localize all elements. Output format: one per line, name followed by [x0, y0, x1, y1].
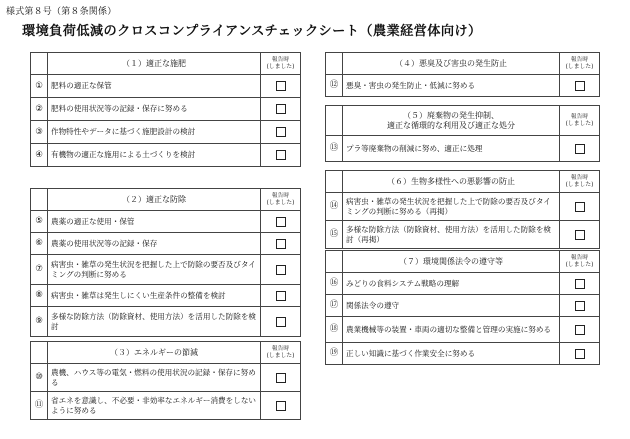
report-column-header	[560, 171, 600, 193]
check-row	[31, 75, 301, 98]
page-title: 環境負荷低減のクロスコンプライアンスチェックシート（農業経営体向け）	[22, 24, 482, 39]
report-column-header	[560, 53, 600, 75]
form-number: 様式第８号（第８条関係）	[6, 7, 117, 17]
report-checkbox[interactable]	[276, 239, 286, 249]
item-number: ⑨	[31, 307, 48, 337]
item-number: ①	[31, 75, 48, 98]
item-number: ④	[31, 144, 48, 167]
item-text: 肥料の使用状況等の記録・保存に努める	[48, 98, 261, 121]
item-text: 肥料の適正な保管	[48, 75, 261, 98]
report-label: 報告時	[271, 192, 290, 199]
report-column-header	[261, 189, 301, 211]
section-header	[326, 53, 600, 75]
section-title: （６）生物多様性への悪影響の防止	[343, 171, 560, 193]
check-row	[31, 255, 301, 285]
report-column-header	[261, 342, 301, 364]
item-text: 正しい知識に基づく作業安全に努める	[343, 343, 560, 365]
section-header	[31, 53, 301, 75]
item-text: 農業機械等の装置・車両の適切な整備と管理の実施に努める	[343, 317, 560, 343]
section-biodiversity	[325, 170, 600, 249]
item-text: 病害虫・雑草は発生しにくい生産条件の整備を検討	[48, 285, 261, 307]
report-checkbox[interactable]	[575, 202, 585, 212]
check-row	[31, 233, 301, 255]
item-number: ⑱	[326, 317, 343, 343]
section-title	[343, 106, 560, 136]
report-checkbox[interactable]	[276, 265, 286, 275]
report-checkbox[interactable]	[276, 401, 286, 411]
item-text: プラ等廃棄物の削減に努め、適正に処理	[343, 136, 560, 162]
check-row	[326, 317, 600, 343]
report-label: 報告時	[271, 56, 290, 63]
report-label: 報告時	[570, 254, 589, 261]
check-row	[31, 392, 301, 420]
section-title: （１）適正な施肥	[48, 53, 261, 75]
item-number: ⑤	[31, 211, 48, 233]
check-row	[31, 364, 301, 392]
item-text: 関係法令の遵守	[343, 295, 560, 317]
report-checkbox[interactable]	[575, 230, 585, 240]
report-sublabel: (しました)	[565, 63, 594, 70]
report-sublabel: (しました)	[565, 261, 594, 268]
check-row	[326, 343, 600, 365]
report-label: 報告時	[271, 345, 290, 352]
check-row	[31, 285, 301, 307]
item-text: 多様な防除方法（防除資材、使用方法）を活用した防除を検討（再掲）	[343, 221, 560, 249]
report-checkbox[interactable]	[575, 349, 585, 359]
check-row	[326, 136, 600, 162]
item-number: ⑩	[31, 364, 48, 392]
report-sublabel: (しました)	[266, 199, 295, 206]
check-row	[31, 211, 301, 233]
report-column-header	[560, 251, 600, 273]
number-column-header	[31, 53, 48, 75]
section-pest-control	[30, 188, 301, 337]
report-checkbox[interactable]	[276, 317, 286, 327]
number-column-header	[326, 106, 343, 136]
check-row	[326, 221, 600, 249]
section-header	[31, 342, 301, 364]
section-title-line: 適正な循環的な利用及び適正な処分	[387, 120, 515, 130]
item-text: 農薬の使用状況等の記録・保存	[48, 233, 261, 255]
number-column-header	[326, 251, 343, 273]
report-label: 報告時	[570, 56, 589, 63]
item-number: ⑧	[31, 285, 48, 307]
item-text: 有機物の適正な施用による土づくりを検討	[48, 144, 261, 167]
item-number: ⑯	[326, 273, 343, 295]
section-header	[326, 106, 600, 136]
section-title: （７）環境関係法令の遵守等	[343, 251, 560, 273]
number-column-header	[31, 189, 48, 211]
item-text: 省エネを意識し、不必要・非効率なエネルギー消費をしないように努める	[48, 392, 261, 420]
report-checkbox[interactable]	[276, 81, 286, 91]
section-environmental-law	[325, 250, 600, 365]
report-checkbox[interactable]	[575, 81, 585, 91]
check-row	[31, 98, 301, 121]
item-number: ③	[31, 121, 48, 144]
section-title: （３）エネルギーの節減	[48, 342, 261, 364]
check-row	[326, 273, 600, 295]
check-row	[31, 307, 301, 337]
item-text: 病害虫・雑草の発生状況を把握した上で防除の要否及びタイミングの判断に努める（再掲）	[343, 193, 560, 221]
report-checkbox[interactable]	[575, 144, 585, 154]
section-header	[326, 171, 600, 193]
check-row	[326, 193, 600, 221]
section-fertilization	[30, 52, 301, 167]
item-text: みどりの食料システム戦略の理解	[343, 273, 560, 295]
section-title-line: （５）廃棄物の発生抑制、	[403, 110, 499, 120]
section-title: （２）適正な防除	[48, 189, 261, 211]
item-number: ⑥	[31, 233, 48, 255]
item-number: ⑲	[326, 343, 343, 365]
section-header	[326, 251, 600, 273]
report-label: 報告時	[570, 113, 589, 120]
report-sublabel: (しました)	[266, 63, 295, 70]
report-checkbox[interactable]	[276, 104, 286, 114]
item-text: 作物特性やデータに基づく施肥設計の検討	[48, 121, 261, 144]
report-sublabel: (しました)	[565, 181, 594, 188]
item-number: ⑮	[326, 221, 343, 249]
section-header	[31, 189, 301, 211]
check-row	[31, 144, 301, 167]
item-number: ⑭	[326, 193, 343, 221]
report-checkbox[interactable]	[276, 150, 286, 160]
item-number: ⑬	[326, 136, 343, 162]
number-column-header	[326, 171, 343, 193]
item-number: ⑪	[31, 392, 48, 420]
report-checkbox[interactable]	[276, 127, 286, 137]
report-checkbox[interactable]	[276, 291, 286, 301]
section-odor-pest-prevention	[325, 52, 600, 97]
number-column-header	[326, 53, 343, 75]
report-checkbox[interactable]	[575, 325, 585, 335]
check-row	[326, 75, 600, 97]
report-sublabel: (しました)	[565, 120, 594, 127]
number-column-header	[31, 342, 48, 364]
report-checkbox[interactable]	[575, 279, 585, 289]
item-number: ②	[31, 98, 48, 121]
check-row	[31, 121, 301, 144]
section-energy-saving	[30, 341, 301, 420]
report-checkbox[interactable]	[276, 217, 286, 227]
item-number: ⑦	[31, 255, 48, 285]
section-title: （４）悪臭及び害虫の発生防止	[343, 53, 560, 75]
item-text: 農薬の適正な使用・保管	[48, 211, 261, 233]
check-row	[326, 295, 600, 317]
report-column-header	[560, 106, 600, 136]
item-text: 多様な防除方法（防除資材、使用方法）を活用した防除を検討	[48, 307, 261, 337]
item-number: ⑰	[326, 295, 343, 317]
section-waste-reduction	[325, 105, 600, 162]
item-text: 病害虫・雑草の発生状況を把握した上で防除の要否及びタイミングの判断に努める	[48, 255, 261, 285]
item-text: 悪臭・害虫の発生防止・低減に努める	[343, 75, 560, 97]
report-label: 報告時	[570, 174, 589, 181]
report-checkbox[interactable]	[276, 373, 286, 383]
report-sublabel: (しました)	[266, 352, 295, 359]
item-text: 農機、ハウス等の電気・燃料の使用状況の記録・保存に努める	[48, 364, 261, 392]
report-column-header	[261, 53, 301, 75]
item-number: ⑫	[326, 75, 343, 97]
report-checkbox[interactable]	[575, 301, 585, 311]
